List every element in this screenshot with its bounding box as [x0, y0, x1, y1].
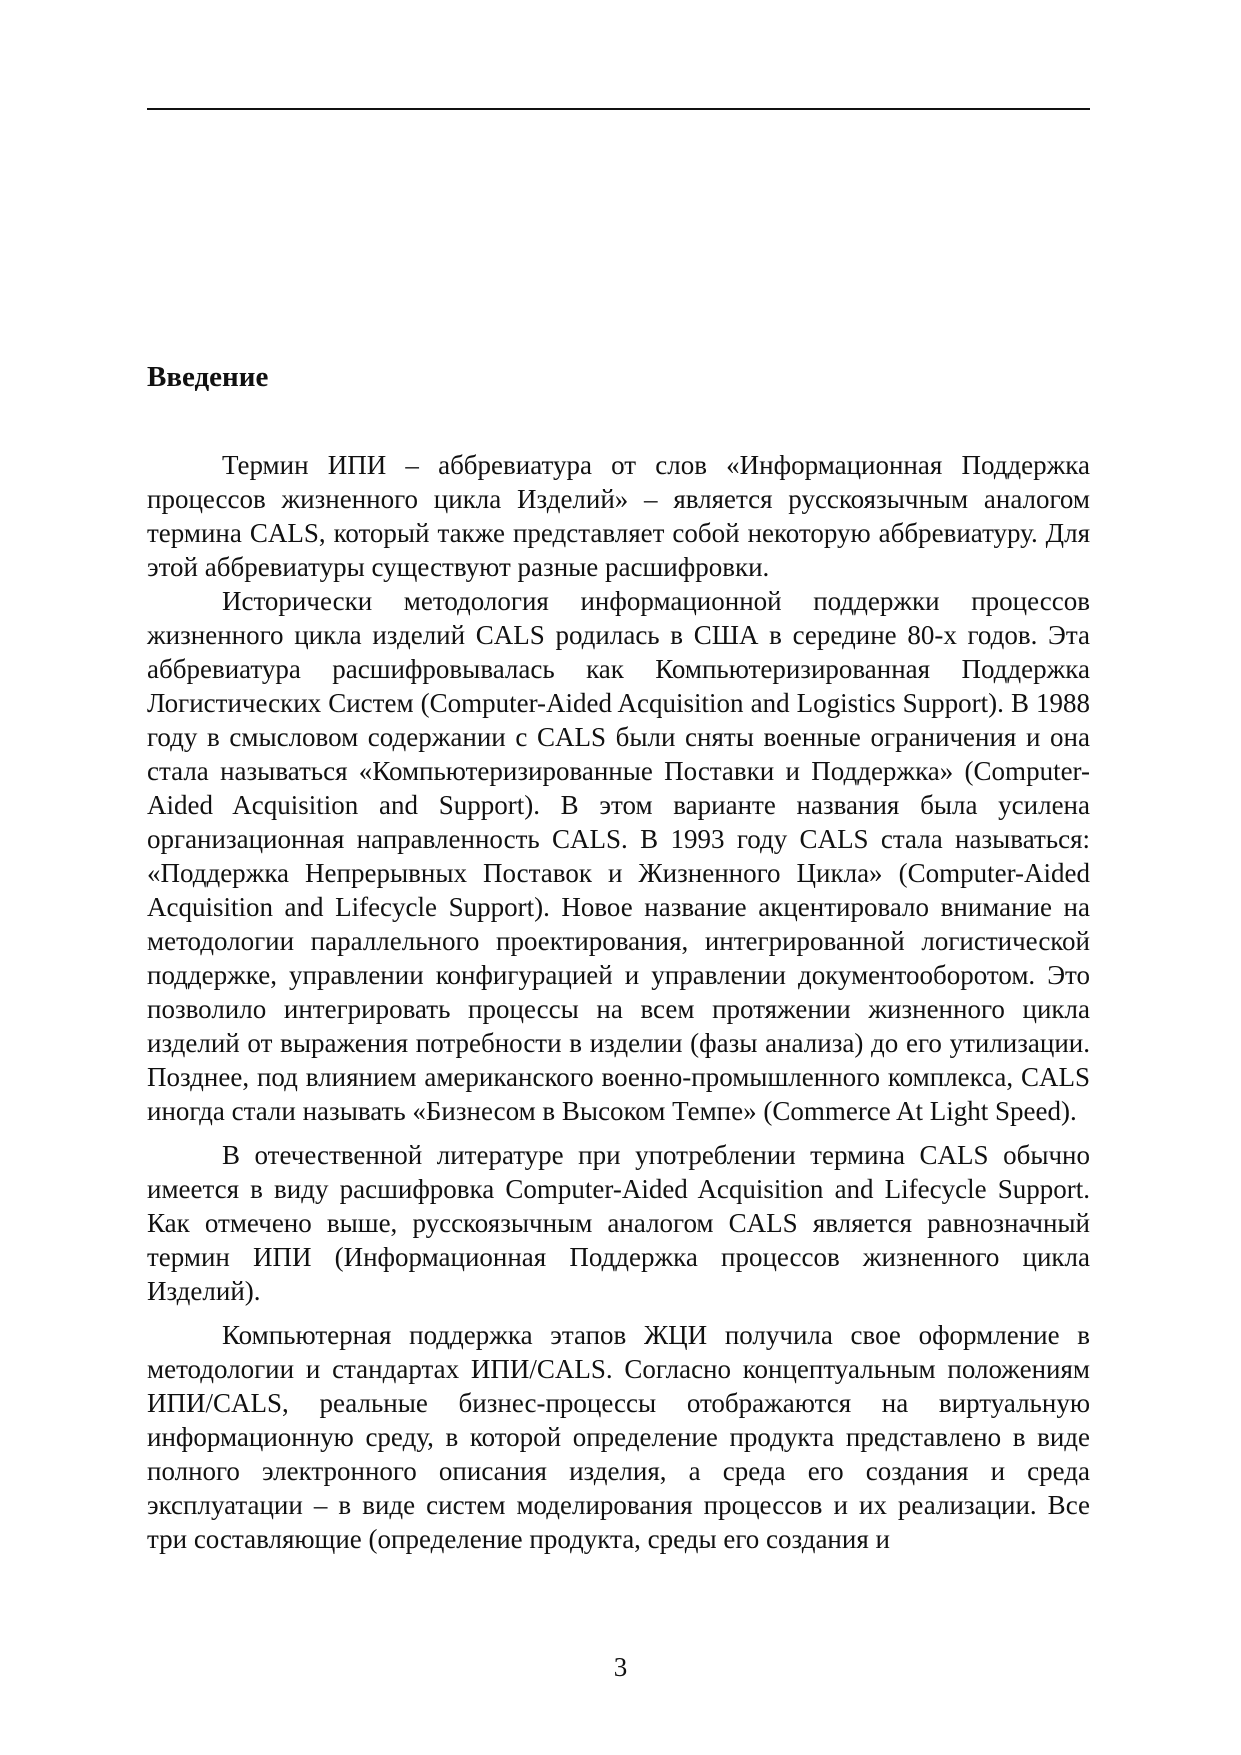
header-rule: [147, 108, 1090, 110]
section-heading: Введение: [147, 361, 269, 393]
paragraph-4: Компьютерная поддержка этапов ЖЦИ получила свое оформление в методологии и стандартах ИПИ/CALS. Согласно концептуальным положениям ИПИ/CALS, реальные бизнес-процессы отображаются на виртуальную информационную среду, в которой определение продукта представлено в виде полного электронного описания изделия, а среда его создания и среда эксплуатации – в виде систем моделирования процессов и их реализации. Все три составляющие (определение продукта, среды его создания и: [147, 1320, 1090, 1554]
body-text: [147, 448, 1090, 1556]
paragraph-2: Исторически методология информационной поддержки процессов жизненного цикла изделий CALS родилась в США в середине 80-х годов. Эта аббревиатура расшифровывалась как Компьютеризированная Поддержка Логистических Систем (Computer-Aided Acquisition and Logistics Support). В 1988 году в смысловом содержании с CALS были сняты военные ограничения и она стала называться «Компьютеризированные Поставки и Поддержка» (Computer-Aided Acquisition and Support). В этом варианте названия была усилена организационная направленность CALS. В 1993 году CALS стала называться: «Поддержка Непрерывных Поставок и Жизненного Цикла» (Computer-Aided Acquisition and Lifecycle Support). Новое название акцентировало внимание на методологии параллельного проектирования, интегрированной логистической поддержке, управлении конфигурацией и управлении документооборотом. Это позволило интегрировать процессы на всем протяжении жизненного цикла изделий от выражения потребности в изделии (фазы анализа) до его утилизации. Позднее, под влиянием американского военно-промышленного комплекса, CALS иногда стали называть «Бизнесом в Высоком Темпе» (Commerce At Light Speed).: [147, 586, 1090, 1126]
page-number: 3: [613, 1652, 628, 1682]
paragraph-1: Термин ИПИ – аббревиатура от слов «Информационная Поддержка процессов жизненного цикла Изделий» – является русскоязычным аналогом термина CALS, который также представляет собой некоторую аббревиатуру. Для этой аббревиатуры существуют разные расшифровки.: [147, 450, 1090, 582]
paragraph-3: В отечественной литературе при употреблении термина CALS обычно имеется в виду расшифровка Computer-Aided Acquisition and Lifecycle Support. Как отмечено выше, русскоязычным аналогом CALS является равнозначный термин ИПИ (Информационная Поддержка процессов жизненного цикла Изделий).: [147, 1140, 1090, 1306]
